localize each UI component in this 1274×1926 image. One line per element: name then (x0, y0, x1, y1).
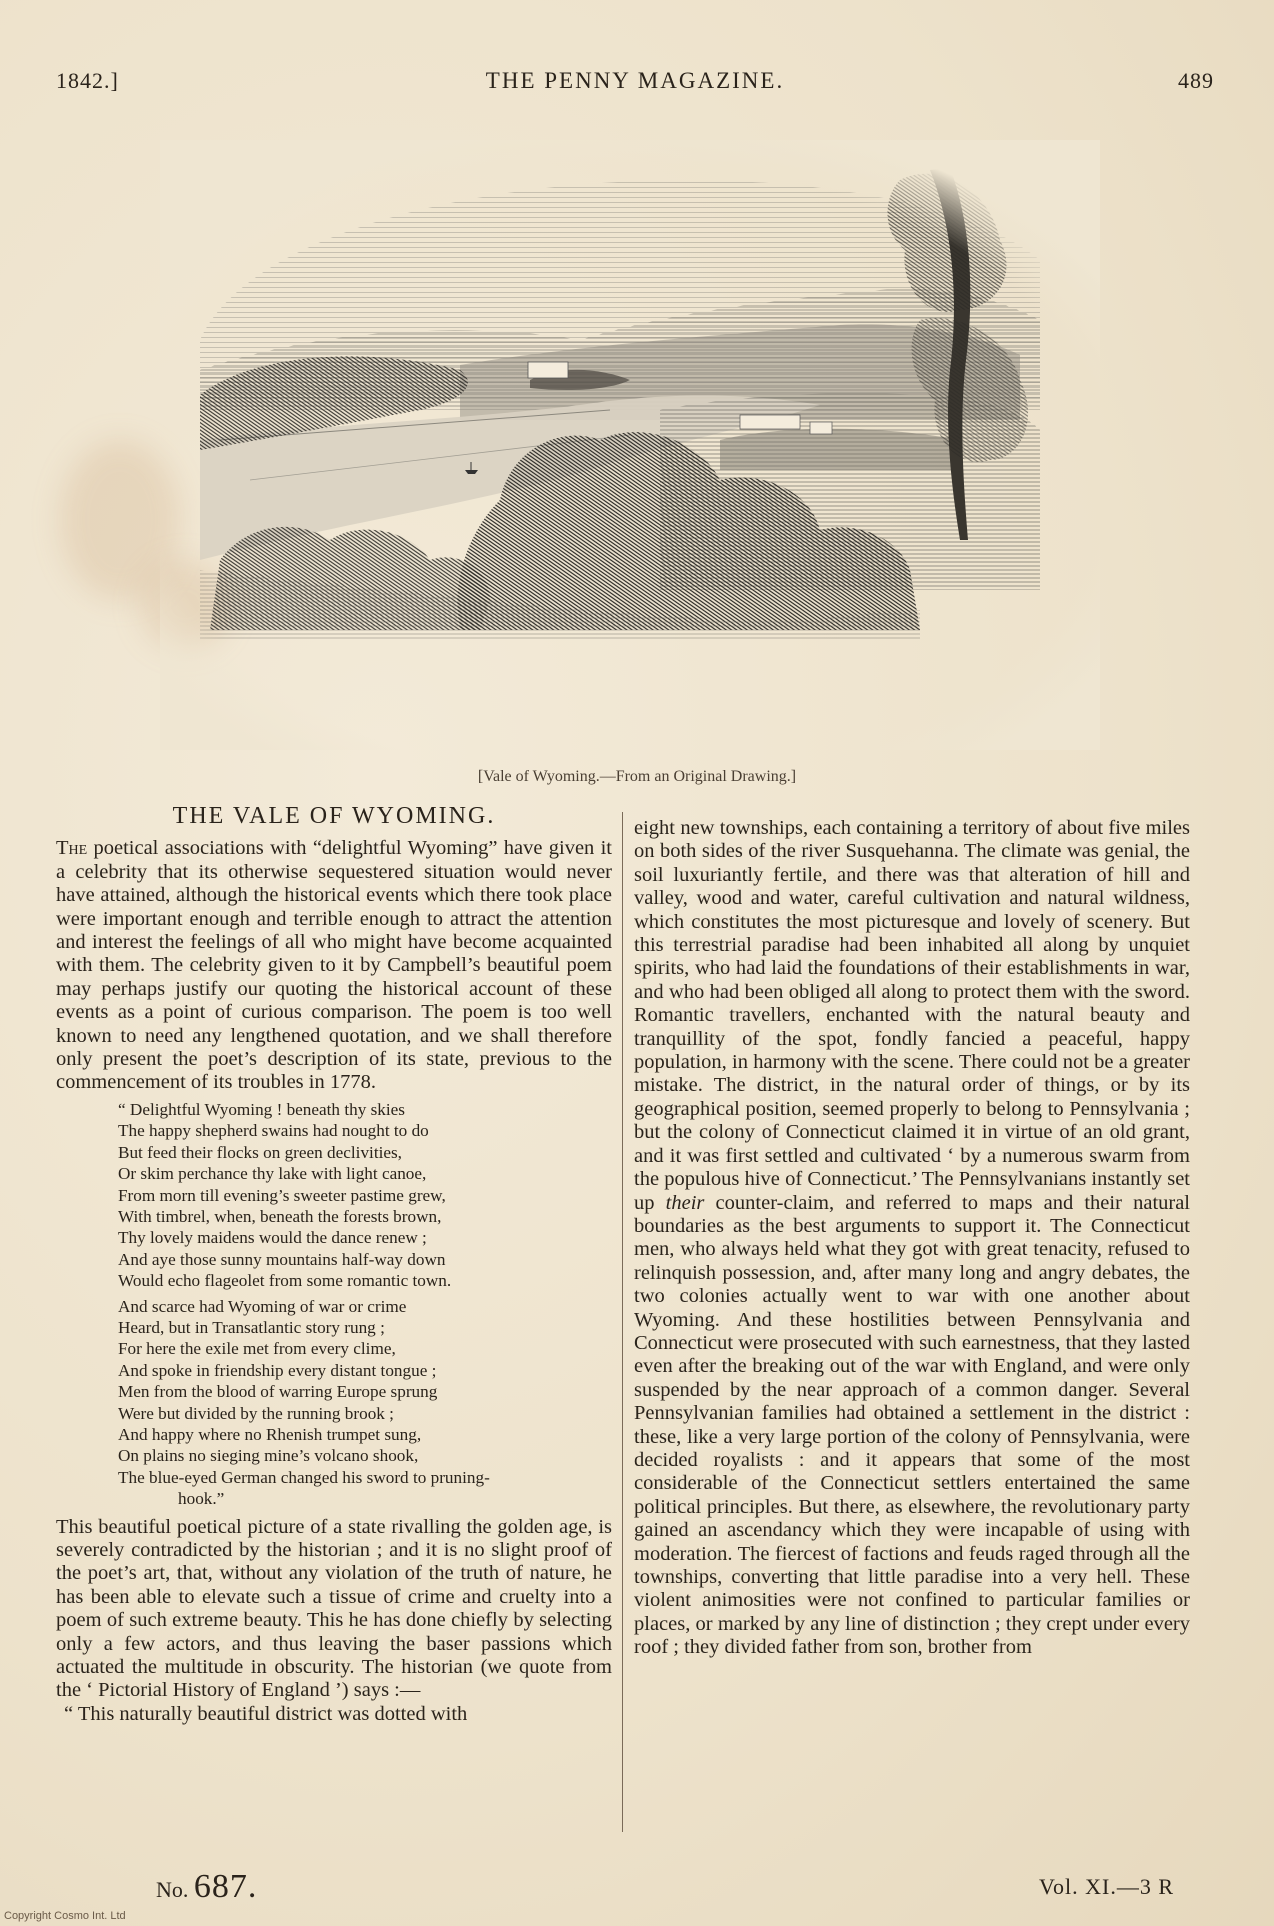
body-text: eight new townships, each containing a territory of about five miles on both sides of the river Susquehanna. The climate was genial, the soil luxuriantly fertile, and there was that alteration of hill and valley, wood and water, careful cultivation and natural wildness, which constitutes the most picturesque and lovely of scenery. But this terrestrial paradise had been inhabited all along by unquiet spirits, who had laid the foundations of their establishments in war, and who had been obliged all along to protect them with the sword. Romantic travellers, enchanted with the natural beauty and tranquillity of the spot, fondly fancied a peaceful, happy population, in harmony with the scene. There could not be a greater mistake. The district, in the natural order of things, or by its geographical position, seemed properly to belong to Pennsylvania ; but the colony of Connecticut claimed it in virtue of an old grant, and it was first settled and cultivated ‘ by a numerous swarm from the populous hive of Connecticut.’ The Pennsylvanians instantly set up (634, 817, 1190, 1214)
header-year: 1842.] (56, 68, 119, 93)
emphasis-text: their (665, 1191, 705, 1214)
poem-line: The happy shepherd swains had nought to do (118, 1121, 429, 1141)
poem-line: Thy lovely maidens would the dance renew ; (118, 1228, 427, 1248)
intro-drop-word: The (56, 837, 88, 860)
poem-stanza-2 (118, 1296, 612, 1510)
header-title: THE PENNY MAGAZINE. (485, 68, 785, 93)
body-text: counter-claim, and referred to maps and their natural boundaries as the best arguments to support it. The Connecticut men, who always held what they got with great tenacity, refused to relinquish possession, and, after many long and angry debates, the two colonies actually went to war with one another about Wyoming. And these hostilities between Pennsylvania and Connecticut were prosecuted with such earnestness, that they lasted even after the breaking out of the war with England, and were only suspended by the near approach of a common danger. Several Pennsylvanian families had obtained a settlement in the district : these, like a very large portion of the colony of Pennsylvania, were decided royalists : and it appears that some of the most considerable of the Connecticut settlers entertained the same political principles. But there, as elsewhere, the revolutionary party gained an ascendancy which they were incapable of using with moderation. The fiercest of factions and feuds raged through all the townships, converting that little paradise into a very hell. These violent animosities were not confined to particular families or places, or marked by any line of distinction ; they crept under every roof ; they divided father from son, brother from (634, 1191, 1191, 1659)
vale-engraving-illustration (160, 140, 1100, 750)
poem-line: With timbrel, when, beneath the forests brown, (118, 1206, 442, 1226)
page-footer (56, 1868, 1214, 1904)
copyright-watermark: Copyright Cosmo Int. Ltd (4, 1910, 126, 1922)
poem-line: On plains no sieging mine’s volcano shook, (118, 1446, 419, 1466)
column-rule (622, 812, 623, 1832)
illustration-caption: [Vale of Wyoming.—From an Original Drawing.] (477, 768, 797, 785)
left-column (56, 805, 612, 1726)
issue-label: No. (156, 1877, 189, 1902)
poem-line: And happy where no Rhenish trumpet sung, (118, 1424, 422, 1444)
poem-line: And scarce had Wyoming of war or crime (118, 1296, 407, 1316)
poem-stanza-1 (118, 1099, 612, 1292)
volume-signature: Vol. XI.—3 R (1038, 1874, 1174, 1899)
poem-line: But feed their flocks on green declivities, (118, 1142, 402, 1162)
poem-line: Were but divided by the running brook ; (118, 1403, 394, 1423)
poem-line: The blue-eyed German changed his sword to pruning- (118, 1467, 490, 1487)
body-paragraph: This beautiful poetical picture of a state rivalling the golden age, is severely contradicted by the historian ; and it is no slight proof of the poet’s art, that, without any violation of the truth of nature, he has been able to elevate such a tissue of crime and cruelty into a poem of such extreme beauty. This he has done chiefly by selecting only a few actors, and thus leaving the baser passions which actuated the multitude in obscurity. The historian (we quote from the ‘ Pictorial History of England ’) says :— (56, 1515, 612, 1702)
poem-line: And spoke in friendship every distant tongue ; (118, 1360, 437, 1380)
body-paragraph (634, 817, 1190, 1660)
poem-line: hook.” (178, 1489, 225, 1509)
article-title: THE VALE OF WYOMING. (172, 803, 496, 829)
poem-quotation (118, 1099, 612, 1510)
page-number: 489 (1178, 68, 1214, 93)
poem-line: Men from the blood of warring Europe sprung (118, 1382, 438, 1402)
poem-line: “ Delightful Wyoming ! beneath thy skies (118, 1099, 405, 1119)
intro-text: poetical associations with “delightful Wyoming” have given it a celebrity that its otherwise sequestered situation would never have attained, although the historical events which there took place were important enough and terrible enough to attract the attention and interest the feelings of all who might have become acquainted with them. The celebrity given to it by Campbell’s beautiful poem may perhaps justify our quoting the historical account of these events as a point of curious comparison. The poem is too well known to need any lengthened quotation, and we shall therefore only present the poet’s description of its state, previous to the commencement of its troubles in 1778. (56, 837, 612, 1094)
body-paragraph: “ This naturally beautiful district was dotted with (64, 1702, 468, 1725)
intro-paragraph (56, 837, 612, 1094)
running-header (56, 68, 1214, 102)
poem-line: And aye those sunny mountains half-way down (118, 1249, 446, 1269)
issue-number (156, 1868, 257, 1906)
poem-line: Heard, but in Transatlantic story rung ; (118, 1317, 385, 1337)
poem-line: Would echo flageolet from some romantic town. (118, 1271, 452, 1291)
poem-line: Or skim perchance thy lake with light canoe, (118, 1164, 427, 1184)
poem-line: For here the exile met from every clime, (118, 1339, 396, 1359)
issue-value: 687. (193, 1868, 258, 1905)
poem-line: From morn till evening’s sweeter pastime grew, (118, 1185, 446, 1205)
right-column (634, 817, 1190, 1660)
